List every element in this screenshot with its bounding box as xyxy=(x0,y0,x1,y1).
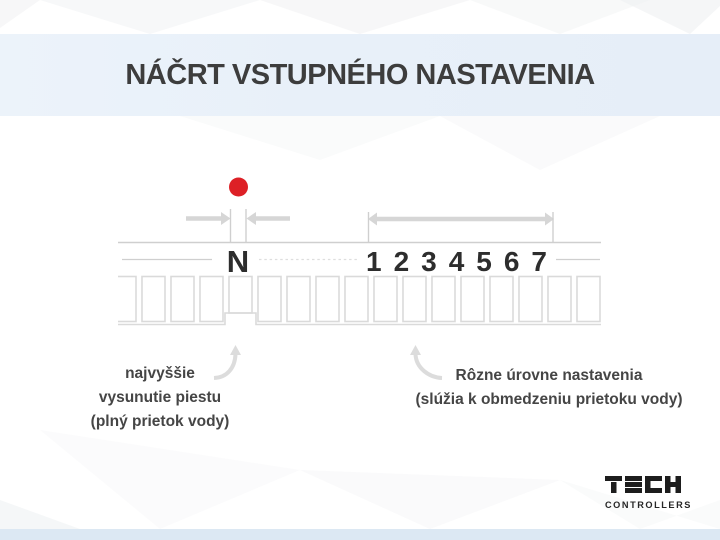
piston-annotation-line1: najvyššie xyxy=(125,365,195,382)
comb-tooth xyxy=(490,277,513,322)
position-marker-dot xyxy=(229,178,248,197)
level-label: 4 xyxy=(448,246,465,277)
level-label: 3 xyxy=(421,246,437,277)
levels-annotation-line1: Rôzne úrovne nastavenia xyxy=(455,367,643,384)
comb-tooth xyxy=(316,277,339,322)
n-width-arrows xyxy=(186,212,290,225)
comb-tooth xyxy=(200,277,223,322)
level-label: 6 xyxy=(503,246,520,277)
levels-range-arrow xyxy=(368,213,554,226)
tech-logotype xyxy=(605,476,681,493)
comb-tooth xyxy=(519,277,542,322)
comb-tooth xyxy=(432,277,455,322)
level-label: 1 xyxy=(366,246,382,277)
page-title: NÁČRT VSTUPNÉHO NASTAVENIA xyxy=(125,58,595,91)
levels-annotation-line2: (slúžia k obmedzeniu prietoku vody) xyxy=(415,391,683,408)
n-position-label: N xyxy=(226,244,250,279)
comb-tooth xyxy=(142,277,165,322)
logo-subtitle: CONTROLLERS xyxy=(605,500,692,510)
comb-tooth xyxy=(577,277,600,322)
comb-tooth xyxy=(403,277,426,322)
setting-comb xyxy=(113,277,600,322)
piston-annotation xyxy=(60,362,260,434)
level-label: 7 xyxy=(531,246,547,277)
comb-tooth xyxy=(374,277,397,322)
right-callout-arrowhead xyxy=(410,345,421,355)
level-label: 2 xyxy=(393,246,410,277)
level-labels xyxy=(366,246,547,278)
comb-tooth xyxy=(461,277,484,322)
level-label: 5 xyxy=(476,246,492,277)
comb-tooth xyxy=(171,277,194,322)
left-callout-arrowhead xyxy=(230,345,241,355)
piston-annotation-line3: (plný prietok vody) xyxy=(90,413,230,430)
comb-tooth xyxy=(113,277,136,322)
comb-tooth xyxy=(345,277,368,322)
comb-tooth xyxy=(287,277,310,322)
levels-annotation xyxy=(399,364,699,412)
piston-annotation-line2: vysunutie piestu xyxy=(98,389,222,406)
comb-tooth-n xyxy=(229,277,252,314)
tech-controllers-logo xyxy=(605,476,692,510)
measurement-hairlines xyxy=(118,209,601,243)
comb-tooth xyxy=(548,277,571,322)
comb-tooth xyxy=(258,277,281,322)
